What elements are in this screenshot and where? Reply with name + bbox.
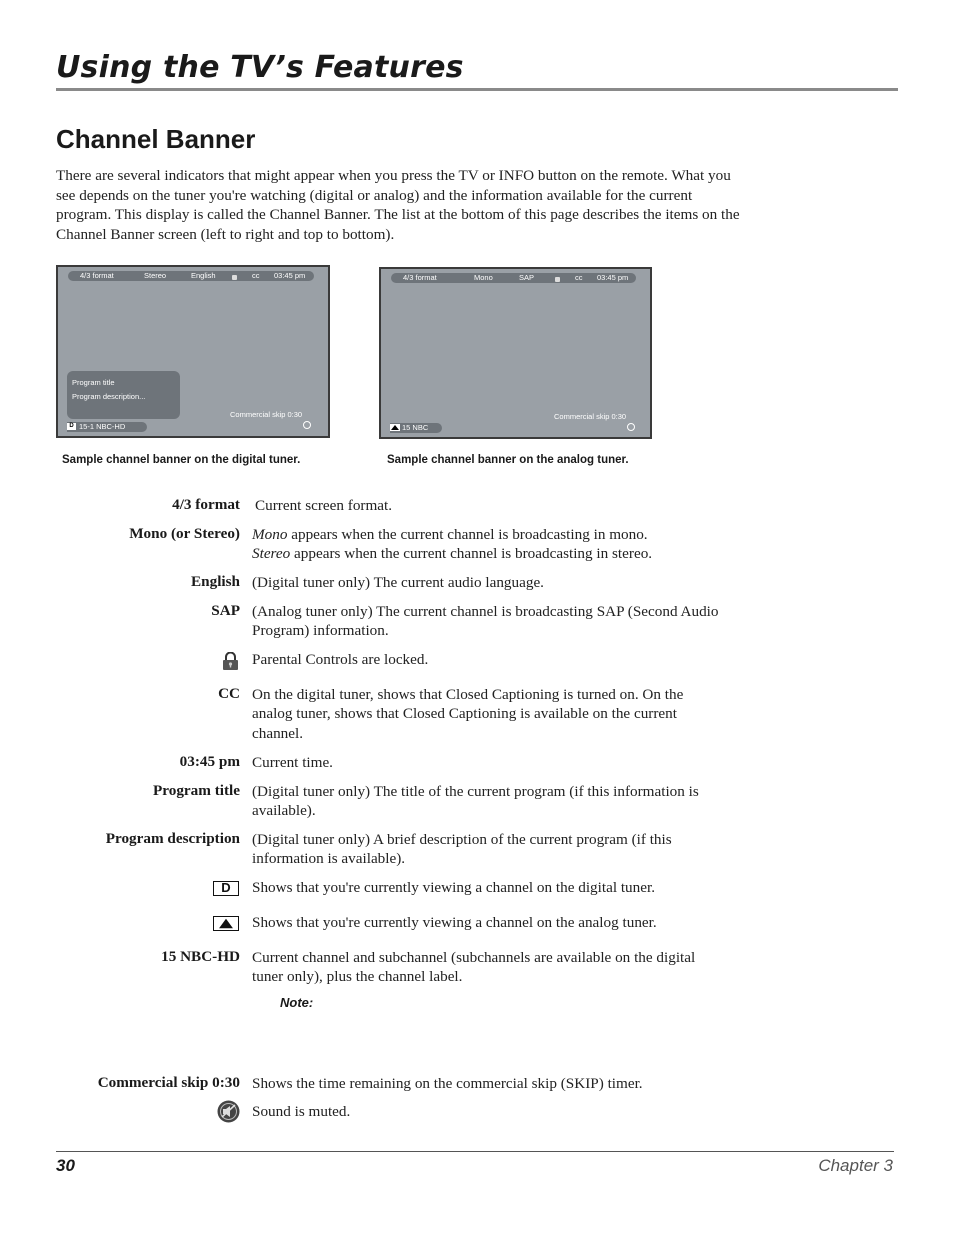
desc-program-description: (Digital tuner only) A brief description of the current program (if this information is available). [252, 831, 672, 868]
analog-sap: SAP [519, 273, 535, 282]
mute-mini-icon [303, 421, 311, 429]
term-format: 4/3 format [172, 496, 240, 513]
analog-format: 4/3 format [403, 273, 437, 282]
page-number: 30 [56, 1156, 75, 1175]
desc-analog: Shows that you're currently viewing a channel on the analog tuner. [252, 914, 657, 931]
term-time: 03:45 pm [179, 753, 240, 770]
desc-sap: (Analog tuner only) The current channel is broadcasting SAP (Second Audio Program) information. [252, 603, 719, 640]
note-label: Note: [280, 995, 314, 1010]
desc-format: Current screen format. [255, 497, 393, 514]
digital-banner-screen [56, 265, 330, 438]
lock-mini-icon [555, 275, 560, 285]
desc-channel: Current channel and subchannel (subchannels are available on the digital tuner only), plus the channel label. [252, 949, 696, 986]
desc-commercial-skip: Shows the time remaining on the commercial skip (SKIP) timer. [252, 1075, 643, 1092]
term-english: English [191, 573, 240, 590]
analog-caption: Sample channel banner on the analog tuner. [387, 454, 629, 466]
digital-language: English [191, 271, 216, 280]
analog-a-mini-icon [390, 424, 400, 431]
analog-banner-topbar [391, 273, 636, 283]
chapter-label: Chapter 3 [818, 1156, 893, 1175]
analog-commercial-skip: Commercial skip 0:30 [554, 412, 627, 421]
digital-d-icon: D [213, 881, 239, 896]
term-mono: Mono (or Stereo) [129, 525, 240, 542]
header-title: Using the TV’s Features [56, 50, 464, 85]
desc-mono-text1: appears when the current channel is broadcasting in mono. [287, 526, 648, 543]
desc-english: (Digital tuner only) The current audio language. [252, 574, 544, 591]
desc-lock: Parental Controls are locked. [252, 651, 429, 668]
term-cc: CC [218, 685, 240, 702]
digital-audio: Stereo [144, 271, 167, 280]
digital-commercial-skip: Commercial skip 0:30 [230, 410, 303, 419]
mute-icon [217, 1100, 240, 1123]
analog-channel-bar [390, 423, 442, 433]
desc-digital: Shows that you're currently viewing a channel on the digital tuner. [252, 879, 655, 896]
analog-audio: Mono [474, 273, 493, 282]
analog-cc: cc [575, 273, 583, 282]
header-rule [56, 88, 898, 91]
analog-a-icon [213, 916, 239, 931]
desc-mono-text2: appears when the current channel is broadcasting in stereo. [290, 545, 653, 563]
desc-time: Current time. [252, 754, 333, 771]
term-program-description: Program description [105, 830, 240, 847]
digital-format: 4/3 format [80, 271, 114, 280]
lock-icon [222, 652, 239, 670]
digital-caption: Sample channel banner on the digital tuner. [62, 454, 301, 466]
digital-banner-topbar [68, 271, 314, 281]
desc-mono-em2: Stereo [252, 545, 291, 563]
analog-channel: 15 NBC [402, 423, 429, 432]
term-program-title: Program title [152, 782, 240, 799]
desc-cc: On the digital tuner, shows that Closed Captioning is turned on. On the analog tuner, shows that Closed Captioning is available on the current channel. [252, 686, 684, 742]
term-channel: 15 NBC-HD [161, 948, 240, 965]
desc-mono [252, 525, 722, 564]
lock-mini-icon [232, 273, 237, 283]
desc-mono-em1: Mono [252, 526, 288, 543]
intro-paragraph: There are several indicators that might appear when you press the TV or INFO button on the remote. What you see depends on the tuner you're watching (digital or analog) and the information available for the current program. This display is called the Channel Banner. The list at the bottom of this page describes the items on the Channel Banner screen (left to right and top to bottom). [56, 167, 740, 243]
mute-mini-icon [627, 423, 635, 431]
term-sap: SAP [211, 602, 240, 619]
analog-banner-screen [379, 267, 652, 439]
footer-rule [56, 1151, 894, 1152]
digital-cc: cc [252, 271, 260, 280]
program-title: Program title [72, 378, 115, 387]
program-info-box [67, 371, 180, 419]
section-title: Channel Banner [56, 124, 256, 154]
program-description: Program description... [72, 392, 146, 401]
digital-d-mini-icon: D [67, 423, 76, 430]
term-commercial-skip: Commercial skip 0:30 [97, 1074, 240, 1091]
desc-mute: Sound is muted. [252, 1103, 351, 1120]
digital-channel: 15-1 NBC-HD [79, 422, 126, 431]
analog-time: 03:45 pm [597, 273, 629, 282]
digital-time: 03:45 pm [274, 271, 306, 280]
digital-channel-bar [67, 422, 147, 432]
desc-program-title: (Digital tuner only) The title of the current program (if this information is available). [252, 783, 699, 820]
